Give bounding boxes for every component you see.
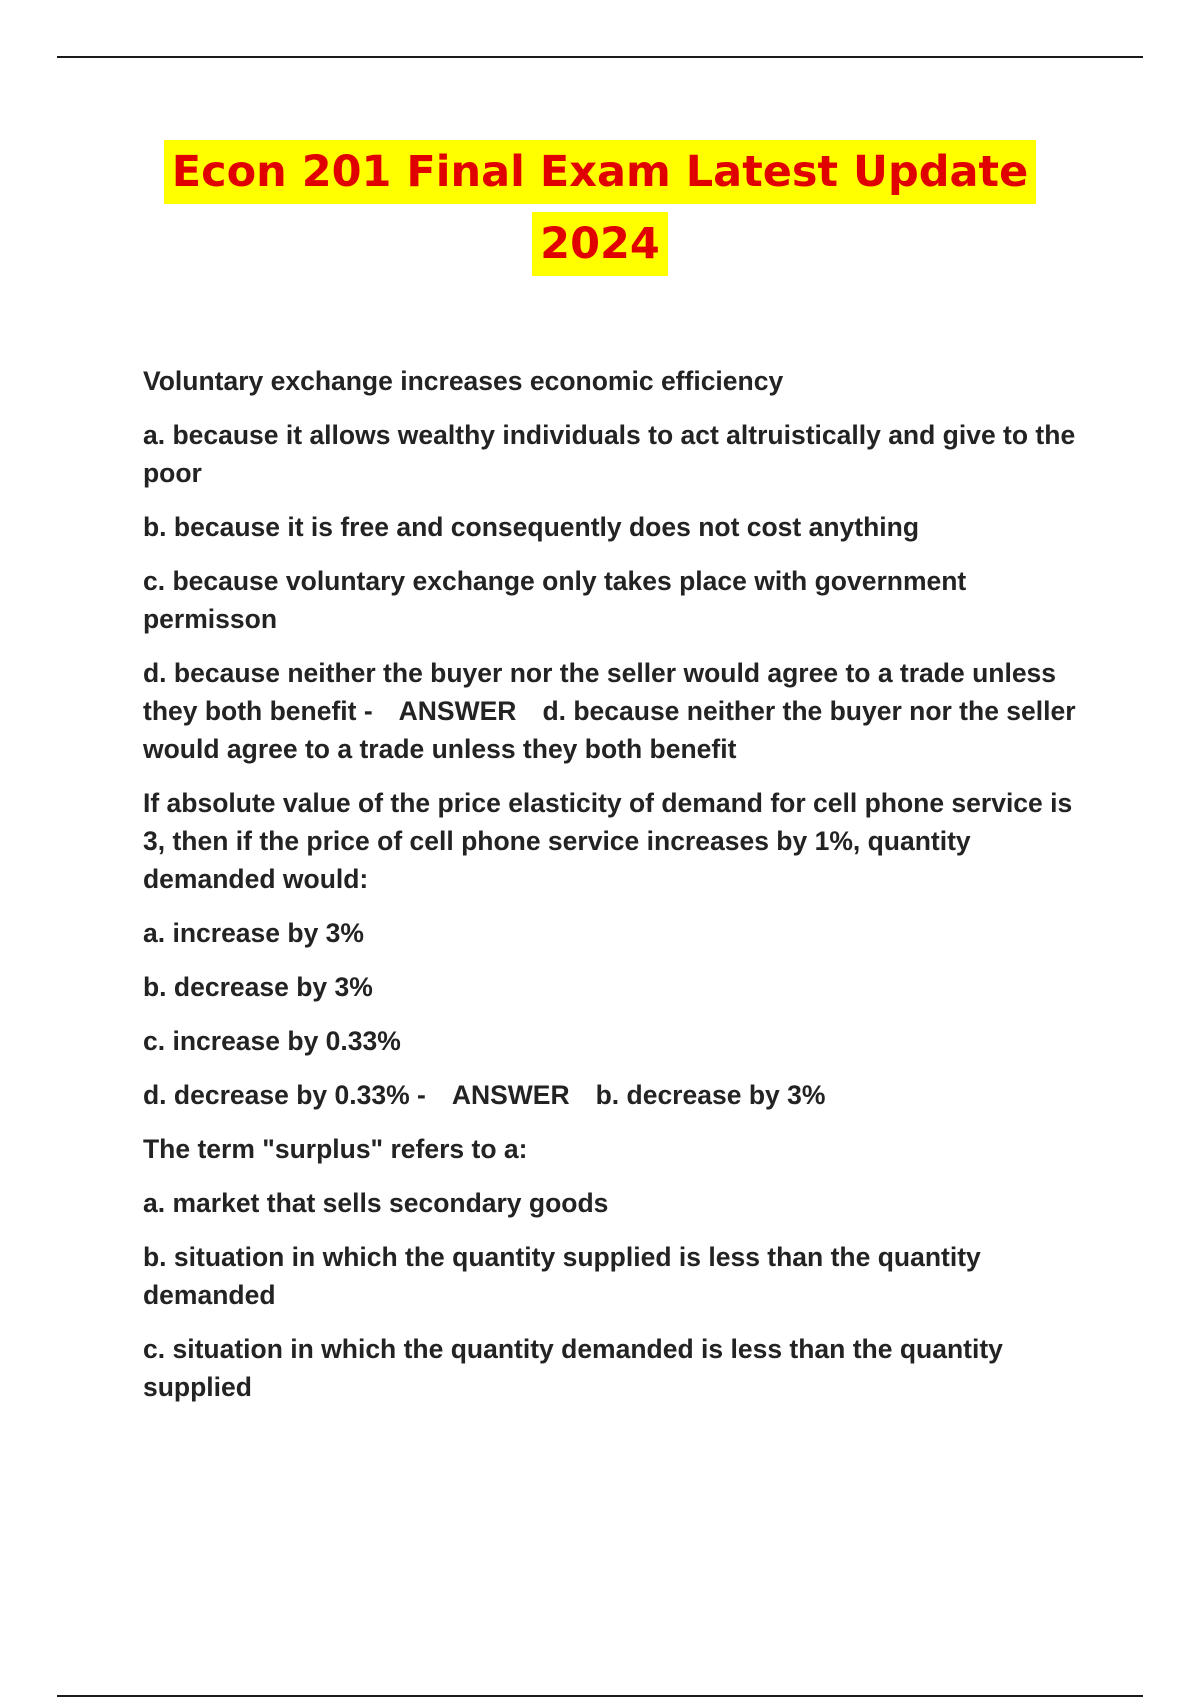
answer-option: c. increase by 0.33% — [143, 1026, 401, 1056]
answer-option-with-answer — [143, 654, 1083, 768]
answer-option-with-answer — [143, 1076, 1083, 1114]
answer-label: ANSWER — [451, 1080, 570, 1110]
answer-option: b. because it is free and consequently does not cost anything — [143, 512, 920, 542]
answer-option: d. decrease by 0.33% - — [143, 1080, 426, 1110]
answer-option: a. because it allows wealthy individuals to act altruistically and give to the poor — [143, 420, 1076, 488]
answer-option: d. because neither the buyer nor the seller would agree to a trade unless they both benefit - — [143, 658, 1057, 726]
answer-option: c. situation in which the quantity demanded is less than the quantity supplied — [143, 1334, 1003, 1402]
answer-option: b. decrease by 3% — [143, 972, 373, 1002]
answer-option: a. increase by 3% — [143, 918, 364, 948]
document-body — [143, 362, 1083, 1422]
answer-label: ANSWER — [398, 696, 517, 726]
question-prompt: Voluntary exchange increases economic efficiency — [143, 366, 784, 396]
question-prompt: The term "surplus" refers to a: — [143, 1134, 528, 1164]
title-line-2: 2024 — [532, 212, 668, 276]
question-prompt: If absolute value of the price elasticity of demand for cell phone service is 3, then if the price of cell phone service increases by 1%, quantity demanded would: — [143, 788, 1073, 894]
correct-answer: b. decrease by 3% — [595, 1080, 826, 1110]
correct-answer: d. because neither the buyer nor the seller would agree to a trade unless they both benefit — [143, 696, 1076, 764]
bottom-rule — [57, 1695, 1143, 1697]
top-rule — [57, 56, 1143, 58]
answer-option: b. situation in which the quantity supplied is less than the quantity demanded — [143, 1242, 981, 1310]
document-title — [0, 140, 1200, 276]
answer-option: a. market that sells secondary goods — [143, 1188, 609, 1218]
title-line-1: Econ 201 Final Exam Latest Update — [164, 140, 1037, 204]
answer-option: c. because voluntary exchange only takes place with government permisson — [143, 566, 967, 634]
